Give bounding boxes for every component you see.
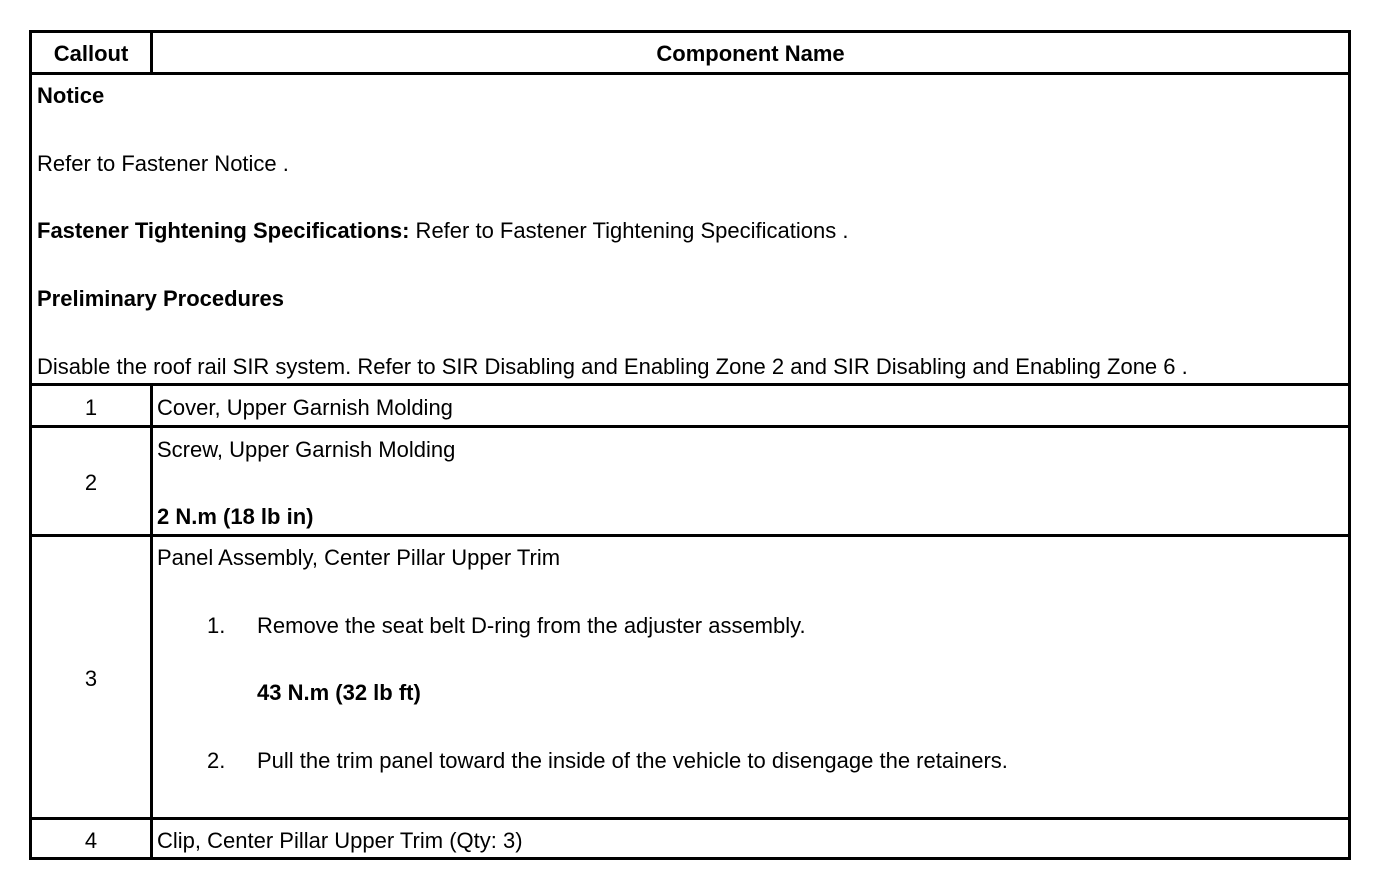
row-1-name: Cover, Upper Garnish Molding xyxy=(157,395,453,420)
row-3-step-1-number: 1. xyxy=(207,613,226,638)
row-3-bottom-rule xyxy=(32,817,1348,820)
notice-fastener-text: Refer to Fastener Notice . xyxy=(37,151,289,176)
row-3-step-1-text: Remove the seat belt D-ring from the adjuster assembly. xyxy=(257,613,806,638)
preliminary-heading: Preliminary Procedures xyxy=(37,286,285,311)
header-component-name: Component Name xyxy=(656,41,845,66)
row-3-divider xyxy=(150,534,153,817)
row-3-step-1-spec: 43 N.m (32 lb ft) xyxy=(257,680,421,705)
row-1-bottom-rule xyxy=(32,425,1348,428)
row-3-step-2-text: Pull the trim panel toward the inside of the vehicle to disengage the retainers. xyxy=(257,748,1008,773)
fastener-spec-label: Fastener Tightening Specifications: xyxy=(37,218,410,243)
row-1-callout: 1 xyxy=(84,395,98,420)
header-bottom-rule xyxy=(32,72,1348,75)
row-3-callout: 3 xyxy=(84,666,98,691)
notice-bottom-rule xyxy=(32,383,1348,386)
row-4-divider xyxy=(150,817,153,860)
fastener-spec-text: Refer to Fastener Tightening Specifications . xyxy=(409,218,849,243)
row-3-step-2-number: 2. xyxy=(207,748,226,773)
row-1-divider xyxy=(150,383,153,425)
header-divider xyxy=(150,33,153,73)
row-2-bottom-rule xyxy=(32,534,1348,537)
row-2-spec: 2 N.m (18 lb in) xyxy=(157,504,314,529)
component-table xyxy=(29,30,1351,860)
notice-heading: Notice xyxy=(37,83,105,108)
row-2-name: Screw, Upper Garnish Molding xyxy=(157,437,456,462)
row-2-divider xyxy=(150,425,153,534)
row-2-callout: 2 xyxy=(84,470,98,495)
row-4-callout: 4 xyxy=(84,828,98,853)
row-4-name: Clip, Center Pillar Upper Trim (Qty: 3) xyxy=(157,828,523,853)
header-callout: Callout xyxy=(53,41,129,66)
notice-fastener-spec xyxy=(37,218,848,244)
row-3-name: Panel Assembly, Center Pillar Upper Trim xyxy=(157,545,561,570)
preliminary-text: Disable the roof rail SIR system. Refer to SIR Disabling and Enabling Zone 2 and SIR Disabling and Enabling Zone 6 . xyxy=(37,354,1188,379)
